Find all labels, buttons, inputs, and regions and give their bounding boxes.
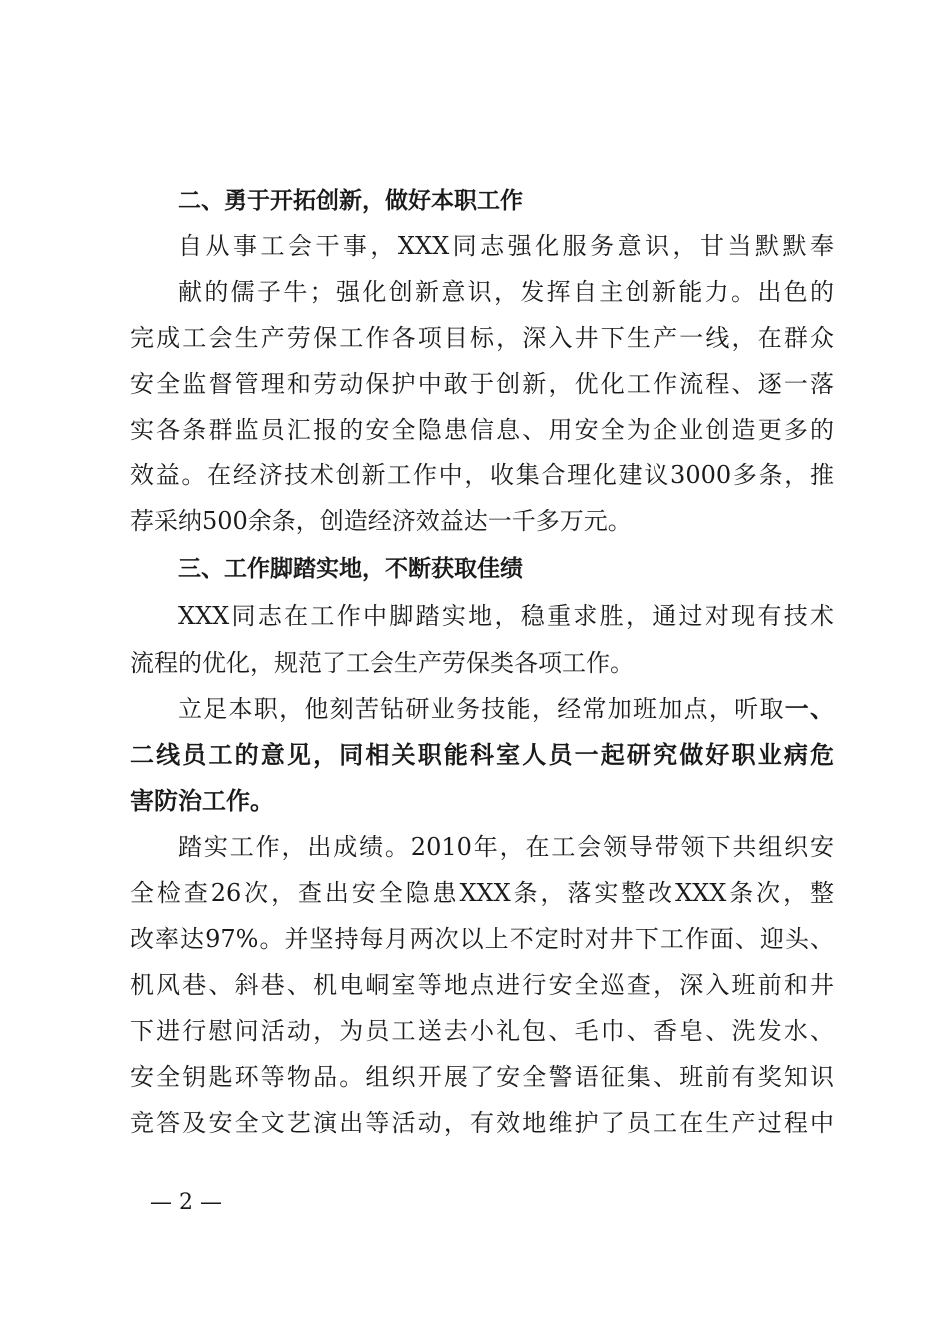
- paragraph-line: 荐采纳500余条，创造经济效益达一千多万元。: [130, 507, 632, 535]
- section-heading-2: 二、勇于开拓创新，做好本职工作: [178, 188, 523, 214]
- paragraph-line: 安全监督管理和劳动保护中敢于创新，优化工作流程、逐一落: [130, 370, 834, 398]
- paragraph-line: 流程的优化，规范了工会生产劳保类各项工作。: [130, 649, 634, 677]
- paragraph-text-bold: 一、: [784, 695, 834, 723]
- paragraph-line: 机风巷、斜巷、机电峒室等地点进行安全巡查，深入班前和井: [130, 971, 834, 999]
- paragraph-line: XXX同志在工作中脚踏实地，稳重求胜，通过对现有技术: [178, 602, 834, 630]
- paragraph-line: 踏实工作，出成绩。2010年，在工会领导带领下共组织安: [178, 833, 834, 861]
- page-number: — 2 —: [150, 1190, 222, 1215]
- paragraph-line-bold: 害防治工作。: [130, 787, 274, 815]
- paragraph-line: 改率达97%。并坚持每月两次以上不定时对井下工作面、迎头、: [130, 925, 834, 953]
- paragraph-line-bold: 二线员工的意见，同相关职能科室人员一起研究做好职业病危: [130, 741, 834, 769]
- paragraph-line: 献的儒子牛；强化创新意识，发挥自主创新能力。出色的: [178, 278, 834, 306]
- paragraph-line: 安全钥匙环等物品。组织开展了安全警语征集、班前有奖知识: [130, 1063, 834, 1091]
- paragraph-line: 完成工会生产劳保工作各项目标，深入井下生产一线，在群众: [130, 324, 834, 352]
- paragraph-line: 自从事工会干事，XXX同志强化服务意识，甘当默默奉: [178, 232, 834, 260]
- paragraph-line: 下进行慰问活动，为员工送去小礼包、毛巾、香皂、洗发水、: [130, 1017, 834, 1045]
- paragraph-line: 效益。在经济技术创新工作中，收集合理化建议3000多条，推: [130, 461, 834, 489]
- paragraph-line: 全检查26次，查出安全隐患XXX条，落实整改XXX条次，整: [130, 879, 834, 907]
- paragraph-line: 竞答及安全文艺演出等活动，有效地维护了员工在生产过程中: [130, 1109, 834, 1137]
- paragraph-line: 实各条群监员汇报的安全隐患信息、用安全为企业创造更多的: [130, 416, 834, 444]
- paragraph-line-mixed: [178, 691, 834, 727]
- section-heading-3: 三、工作脚踏实地，不断获取佳绩: [178, 556, 523, 582]
- paragraph-text: 立足本职，他刻苦钻研业务技能，经常加班加点，听取: [178, 695, 785, 723]
